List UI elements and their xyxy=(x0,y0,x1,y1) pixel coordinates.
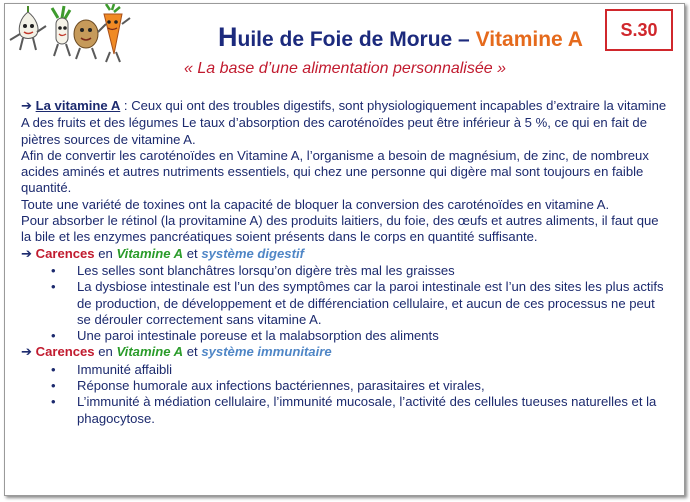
body-paragraph: Toute une variété de toxines ont la capacité de bloquer la conversion des caroténoïdes en vitamine A. xyxy=(21,196,610,212)
arrow-icon: ➔ xyxy=(21,345,32,361)
connector-text: en xyxy=(94,245,117,261)
section-heading-digestif xyxy=(21,246,671,263)
page-subtitle: « La base d’une alimentation personnalisée » xyxy=(183,60,506,77)
title-main: uile de Foie de Morue xyxy=(237,28,453,51)
intro-paragraph xyxy=(21,98,671,148)
list-item-text: Immunité affaibli xyxy=(77,361,173,377)
vitamine-label: Vitamine A xyxy=(116,245,184,261)
arrow-icon: ➔ xyxy=(21,246,32,262)
bullet-icon: • xyxy=(51,279,56,295)
arrow-icon: ➔ xyxy=(21,99,32,114)
title-initial: H xyxy=(218,22,238,52)
body-paragraph: Afin de convertir les caroténoïdes en Vitamine A, l’organisme a besoin de magnésium, de zinc, de nombreux acides aminés et autres nutriments essentiels, qui chez une personne qui digère mal sont toujours en faible quantité. xyxy=(21,147,649,196)
body-paragraph: Pour absorber le rétinol (la provitamine A) des produits laitiers, du foie, des œufs et autres aliments, il faut que la bile et les enzymes pancréatiques soient présents dans le corps en quantité suffisante. xyxy=(21,213,659,245)
connector-text: et xyxy=(183,344,202,360)
section-heading-immunitaire xyxy=(21,344,671,361)
list-item-text: L’immunité à médiation cellulaire, l’immunité mucosale, l’activité des cellules tueuses naturelles et la phagocytose. xyxy=(77,394,657,426)
vitamine-label: Vitamine A xyxy=(116,344,184,360)
intro-text: : Ceux qui ont des troubles digestifs, sont physiologiquement incapables d’extraire la vitamine A des fruits et des légumes Le taux d’absorption des caroténoïdes peut être inférieur à 5 %, ce qui en fait de piètres sources de vitamine A. xyxy=(21,98,667,147)
title-highlight: Vitamine A xyxy=(475,28,583,51)
bullet-icon: • xyxy=(51,361,56,377)
carences-label: Carences xyxy=(35,245,95,261)
bullet-icon: • xyxy=(51,328,56,344)
vegetable-mascots-icon xyxy=(6,4,136,64)
slide-number-badge: S.30 xyxy=(605,9,673,51)
intro-keyword: La vitamine A xyxy=(35,98,121,113)
content-body xyxy=(21,98,671,427)
list-item xyxy=(21,279,671,328)
list-item xyxy=(21,263,671,279)
connector-text: en xyxy=(94,344,117,360)
system-label: système digestif xyxy=(201,245,304,261)
list-item-text: Les selles sont blanchâtres lorsqu’on digère très mal les graisses xyxy=(77,262,455,278)
list-item-text: Une paroi intestinale poreuse et la malabsorption des aliments xyxy=(77,328,439,344)
system-label: système immunitaire xyxy=(201,344,332,360)
list-item-text: Réponse humorale aux infections bactériennes, parasitaires et virales, xyxy=(77,378,485,394)
list-item xyxy=(21,378,671,394)
digestif-list xyxy=(21,263,671,344)
list-item xyxy=(21,394,671,427)
page-title xyxy=(218,22,583,53)
bullet-icon: • xyxy=(51,378,56,394)
immunitaire-list xyxy=(21,362,671,427)
list-item-text: La dysbiose intestinale est l’un des symptômes car la paroi intestinale est l’un des sites les plus actifs de production, de développement et de différenciation cellulaire, et aucun de ces processus ne peut se dérouler correctement sans vitamine A. xyxy=(77,279,664,327)
connector-text: et xyxy=(183,245,202,261)
list-item xyxy=(21,362,671,378)
bullet-icon: • xyxy=(51,394,56,410)
carences-label: Carences xyxy=(35,344,95,360)
bullet-icon: • xyxy=(51,262,56,278)
title-separator: – xyxy=(458,28,470,51)
list-item xyxy=(21,328,671,344)
